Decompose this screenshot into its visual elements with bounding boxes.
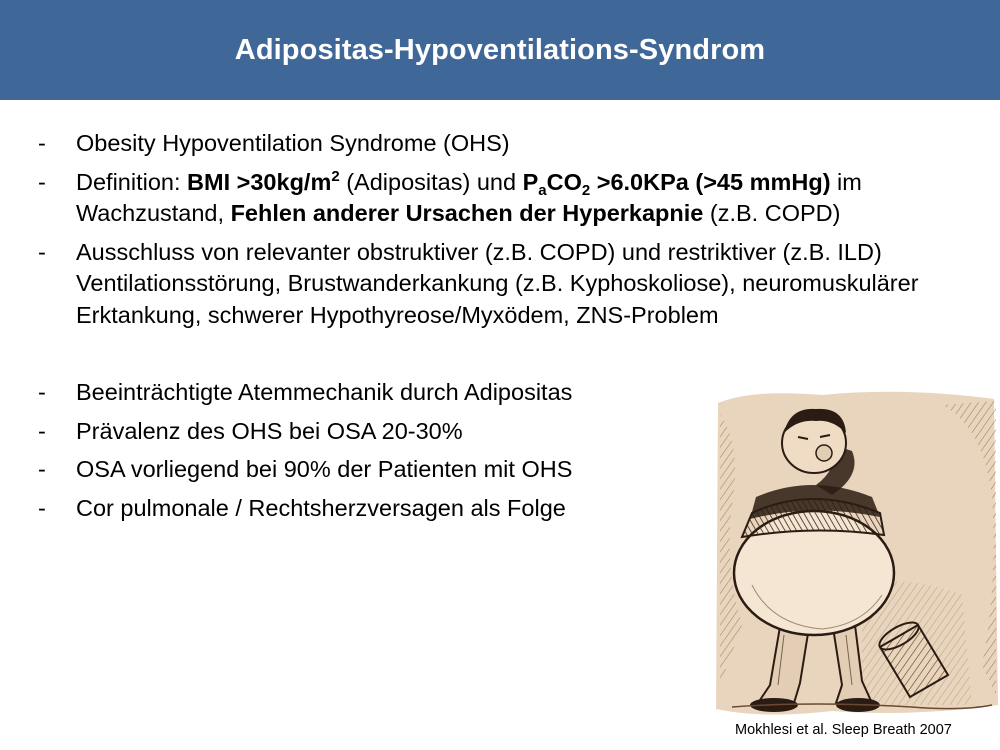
bullet-text: Cor pulmonale / Rechtsherzversagen als Folge [76,494,566,521]
bullet-text: Prävalenz des OHS bei OSA 20-30% [76,417,463,444]
obese-man-illustration [712,385,1000,720]
wachzustand-text: im Wachzustand, [76,168,862,226]
bullet-marker: - [38,379,46,405]
bullet-marker: - [38,168,46,195]
adipositas-text: (Adipositas) und [339,168,523,195]
bullet-text: Obesity Hypoventilation Syndrome (OHS) [76,130,510,156]
bullet-text: Ausschluss von relevanter obstruktiver (z.B. COPD) und restriktiver (z.B. ILD) Ventilationsstörung, Brustwanderkankung (z.B. Kyphoskoliose), neuromuskulärer Erktankung, schwerer Hypothyreose/Myxödem, ZNS-Problem [76,238,919,328]
bullet-marker: - [38,456,46,482]
bullet-text: Beeinträchtigte Atemmechanik durch Adipositas [76,379,573,405]
exclusion-criterion: Fehlen anderer Ursachen der Hyperkapnie [230,200,704,226]
bullet-text: OSA vorliegend bei 90% der Patienten mit OHS [76,456,573,482]
spacer [38,338,978,370]
bullet-marker: - [38,494,46,521]
definition-label: Definition: [76,168,188,195]
paco2-criterion: $P_aCO_2 >6.0KPa$ (>45 mmHg) [522,168,831,199]
title-bar [0,0,1000,100]
bullet-marker: - [38,238,46,265]
bullet-marker: - [38,130,46,156]
bullet-exclusion [38,237,978,332]
slide-title: Adipositas-Hypoventilations-Syndrom [234,33,766,66]
copd-text: (z.B. COPD) [703,200,841,226]
citation: Mokhlesi et al. Sleep Breath 2007 [735,722,952,738]
bullet-marker: - [38,417,46,444]
bmi-criterion: BMI $>30kg/m^2$ [187,167,340,195]
bullet-ohs [38,128,978,160]
bullet-definition [38,167,978,230]
